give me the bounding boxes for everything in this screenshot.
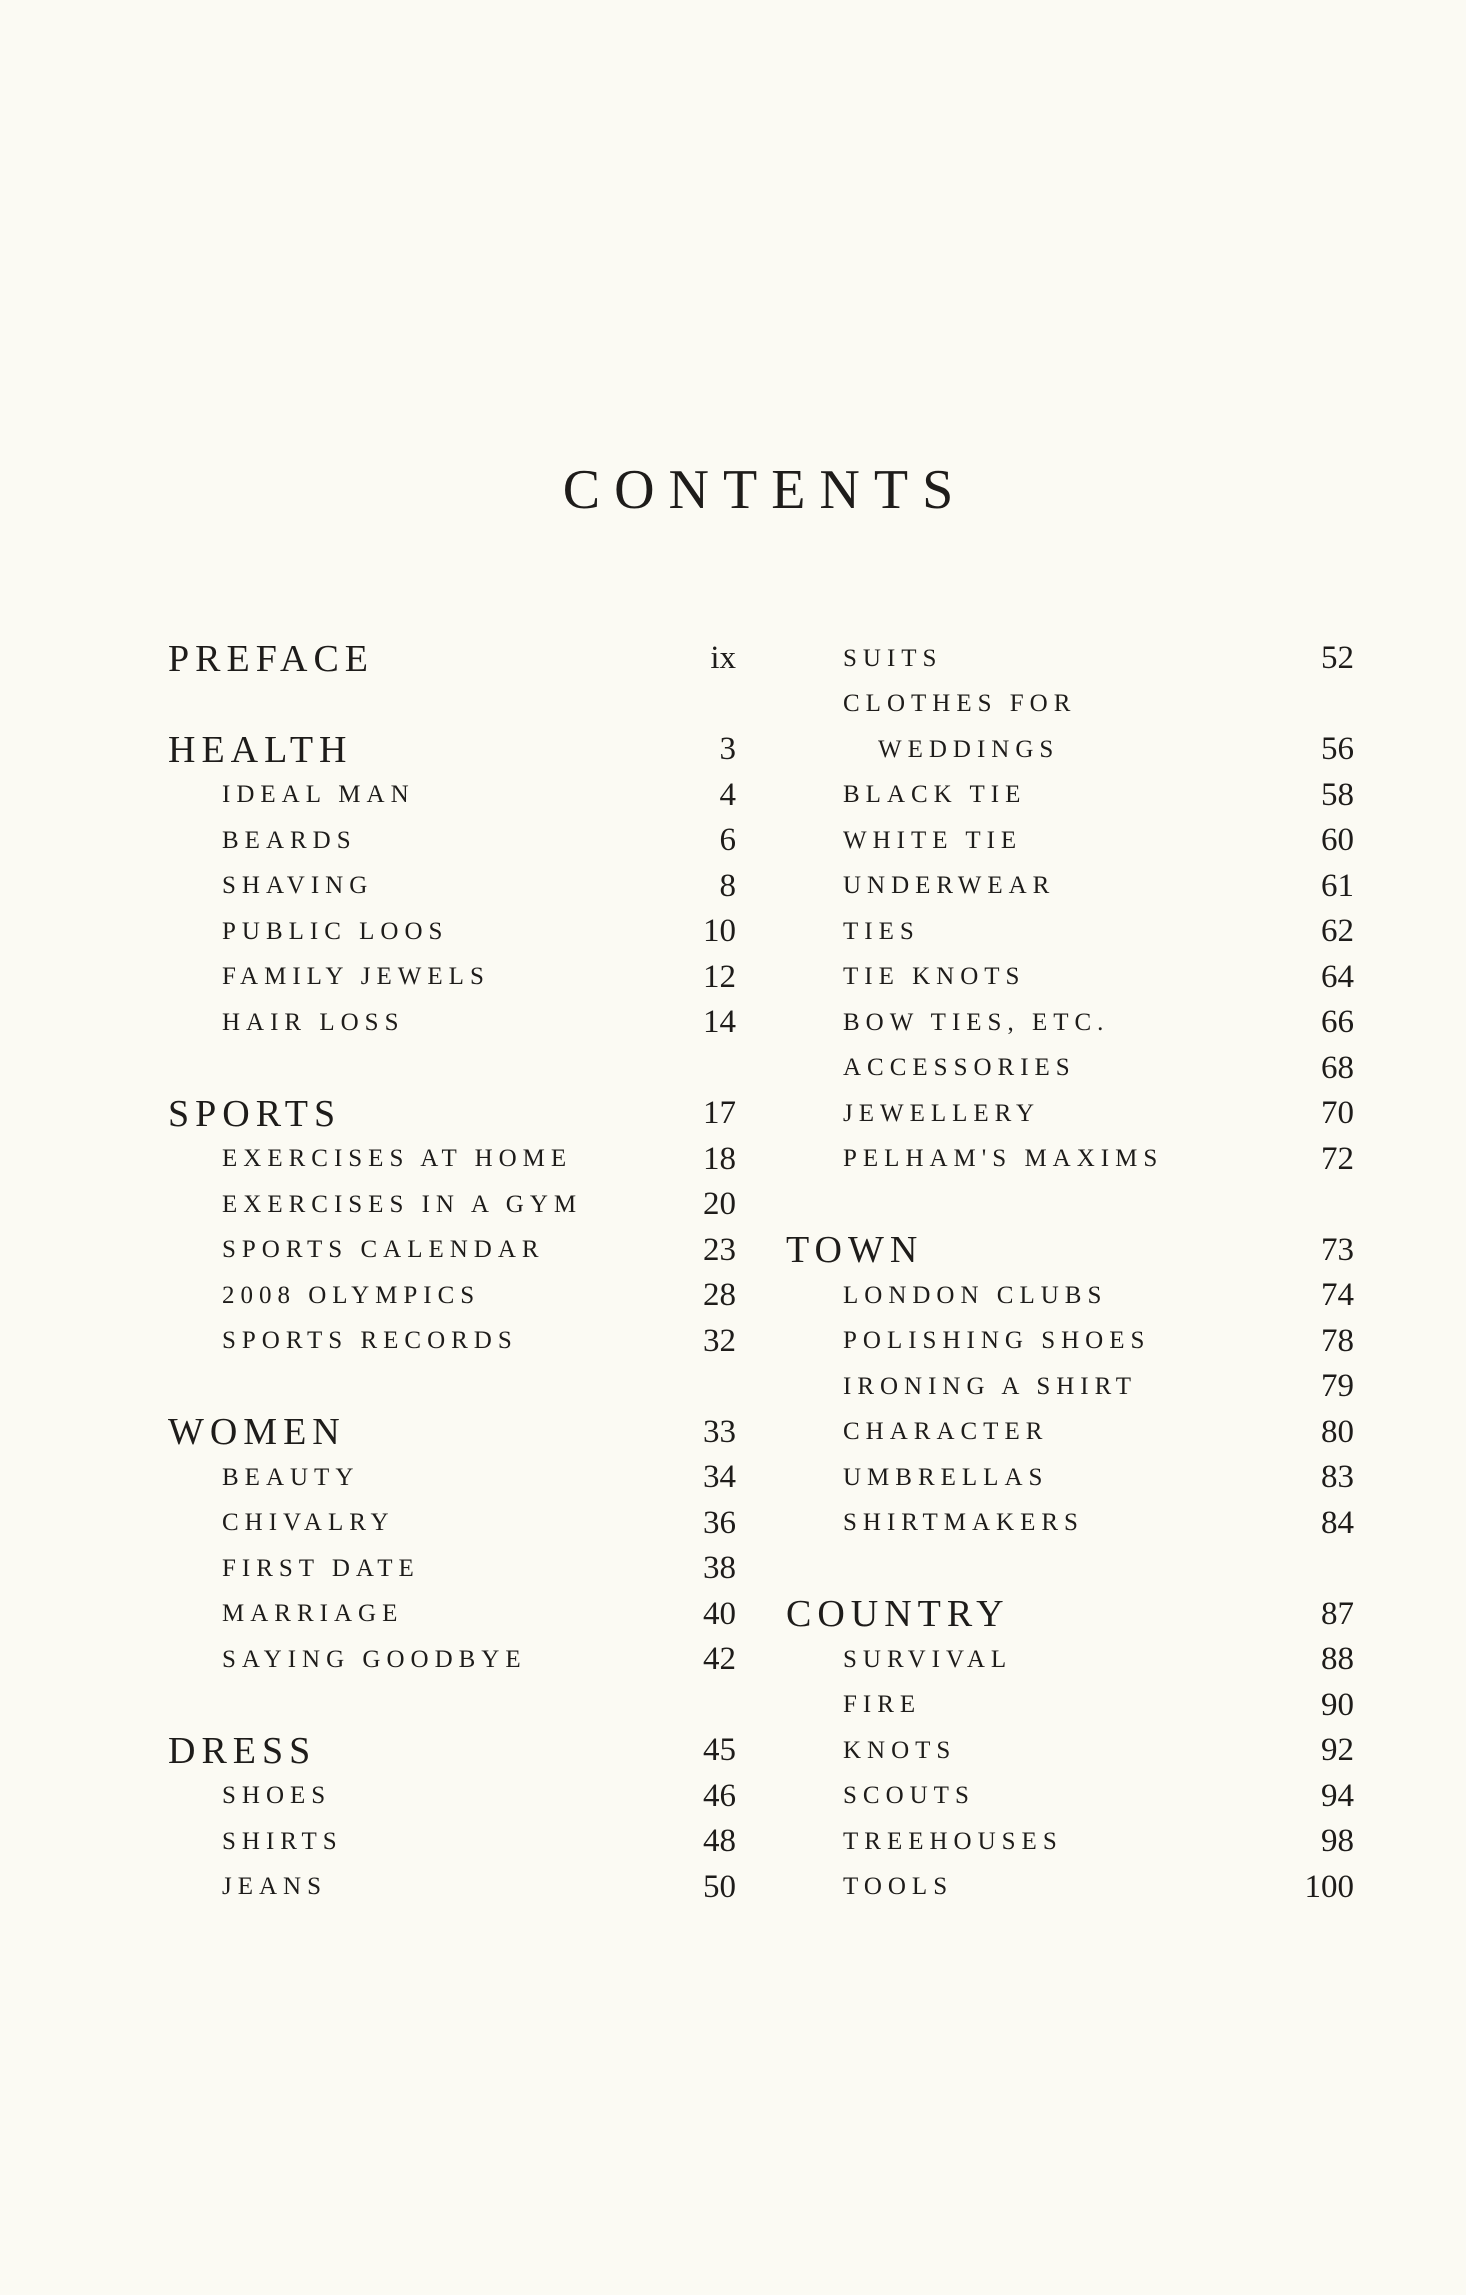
entry-title: SPORTS CALENDAR [222,1236,545,1264]
contents-entry[interactable] [786,909,1354,955]
contents-entry[interactable] [168,1546,736,1592]
contents-entry[interactable] [786,773,1354,819]
page-number: 56 [1321,731,1354,768]
entry-title: COUNTRY [786,1593,1010,1636]
contents-section [168,1410,736,1683]
contents-section [786,636,1354,1182]
page-number: 83 [1321,1459,1354,1496]
page-number: 73 [1321,1231,1354,1268]
contents-entry[interactable] [168,1228,736,1274]
entry-title: HEALTH [168,728,353,771]
entry-title: TIE KNOTS [843,963,1026,991]
entry-title: TOOLS [843,1873,954,1901]
page-number: 58 [1321,776,1354,813]
contents-section [786,1228,1354,1547]
page-number: 66 [1321,1004,1354,1041]
page-number: 20 [703,1186,736,1223]
page-number: 34 [703,1459,736,1496]
page-number: 92 [1321,1732,1354,1769]
page-number: 28 [703,1277,736,1314]
entry-title: EXERCISES IN A GYM [222,1190,583,1218]
page-number: 100 [1304,1868,1354,1905]
contents-entry[interactable] [786,1637,1354,1683]
page-number: 52 [1321,640,1354,677]
contents-entry[interactable] [786,818,1354,864]
page-title: CONTENTS [562,458,968,521]
entry-title: SHIRTS [222,1827,343,1855]
entry-title: UMBRELLAS [843,1463,1049,1491]
page-number: 36 [703,1504,736,1541]
section-heading[interactable] [168,727,736,773]
page-number: 32 [703,1322,736,1359]
page-number: 8 [719,867,736,904]
page-number: 72 [1321,1140,1354,1177]
contents-entry[interactable] [786,1273,1354,1319]
entry-title: PREFACE [168,637,375,680]
contents-entry[interactable] [168,1501,736,1547]
page-number: 23 [703,1231,736,1268]
entry-title: TREEHOUSES [843,1827,1063,1855]
contents-entry[interactable] [168,1182,736,1228]
contents-entry[interactable] [168,955,736,1001]
section-heading[interactable] [786,1228,1354,1274]
contents-entry[interactable] [168,1000,736,1046]
contents-entry[interactable] [786,1501,1354,1547]
contents-entry[interactable] [168,773,736,819]
entry-title: WEDDINGS [878,735,1060,763]
entry-title: IDEAL MAN [222,781,415,809]
contents-entry[interactable] [786,636,1354,682]
entry-title: POLISHING SHOES [843,1327,1151,1355]
entry-title: ACCESSORIES [843,1054,1076,1082]
entry-title: WHITE TIE [843,826,1023,854]
page-number: 4 [719,776,736,813]
page-number: 68 [1321,1049,1354,1086]
contents-entry[interactable] [786,1091,1354,1137]
contents-entry[interactable] [786,682,1354,728]
page-number: 70 [1321,1095,1354,1132]
entry-title: WOMEN [168,1411,346,1454]
page-number: 14 [703,1004,736,1041]
contents-entry[interactable] [786,1410,1354,1456]
entry-title: LONDON CLUBS [843,1281,1108,1309]
page-number: 10 [703,913,736,950]
contents-section [168,1728,736,1910]
entry-title: BLACK TIE [843,781,1027,809]
section-heading[interactable] [168,1410,736,1456]
entry-title: PUBLIC LOOS [222,917,449,945]
entry-title: DRESS [168,1729,317,1772]
section-heading[interactable] [168,1091,736,1137]
contents-entry[interactable] [786,1819,1354,1865]
contents-entry[interactable] [168,1319,736,1365]
entry-title: UNDERWEAR [843,872,1056,900]
contents-entry[interactable] [168,1137,736,1183]
entry-title: PELHAM'S MAXIMS [843,1145,1164,1173]
contents-entry[interactable] [168,1819,736,1865]
entry-title: CLOTHES FOR [843,690,1077,718]
entry-title: SHAVING [222,872,374,900]
page-number: 45 [703,1732,736,1769]
entry-title: FAMILY JEWELS [222,963,490,991]
contents-entry[interactable] [168,818,736,864]
contents-entry[interactable] [168,1273,736,1319]
entry-title: CHIVALRY [222,1509,395,1537]
entry-title: JEANS [222,1873,328,1901]
page-number: 74 [1321,1277,1354,1314]
page-number: 80 [1321,1413,1354,1450]
page-number: 40 [703,1595,736,1632]
contents-entry[interactable] [168,1455,736,1501]
contents-entry[interactable] [168,1774,736,1820]
contents-entry[interactable] [168,1592,736,1638]
contents-entry[interactable] [786,1865,1354,1911]
contents-entry[interactable] [786,1319,1354,1365]
page-number: 17 [703,1095,736,1132]
entry-title: SCOUTS [843,1782,975,1810]
page-number: 46 [703,1777,736,1814]
entry-title: EXERCISES AT HOME [222,1145,573,1173]
page-number: 62 [1321,913,1354,950]
entry-title: KNOTS [843,1736,957,1764]
contents-entry[interactable] [168,909,736,955]
contents-entry[interactable] [786,1455,1354,1501]
page-number: 94 [1321,1777,1354,1814]
entry-title: 2008 OLYMPICS [222,1281,481,1309]
contents-entry[interactable] [786,1683,1354,1729]
contents-entry[interactable] [786,1364,1354,1410]
page-number: 50 [703,1868,736,1905]
page-number: 64 [1321,958,1354,995]
page-number: 87 [1321,1595,1354,1632]
page-number: 6 [719,822,736,859]
contents-section [168,727,736,1046]
page-number: 61 [1321,867,1354,904]
contents-section [168,1091,736,1364]
contents-left-column [168,636,736,1956]
contents-entry[interactable] [786,1046,1354,1092]
entry-title: BEARDS [222,826,357,854]
entry-title: BEAUTY [222,1463,360,1491]
page-number: 12 [703,958,736,995]
entry-title: TOWN [786,1229,924,1272]
page-number: 33 [703,1413,736,1450]
entry-title: MARRIAGE [222,1600,404,1628]
contents-entry[interactable] [786,1000,1354,1046]
page-number: 38 [703,1550,736,1587]
section-heading[interactable] [168,1728,736,1774]
contents-entry[interactable] [786,1774,1354,1820]
entry-title: BOW TIES, ETC. [843,1008,1110,1036]
page-number: 79 [1321,1368,1354,1405]
page-number: 90 [1321,1686,1354,1723]
entry-title: SHOES [222,1782,332,1810]
entry-title: SAYING GOODBYE [222,1645,527,1673]
entry-title: SURVIVAL [843,1645,1013,1673]
page-number: 18 [703,1140,736,1177]
contents-entry[interactable] [786,955,1354,1001]
contents-section [786,1592,1354,1911]
contents-entry[interactable] [786,864,1354,910]
contents-entry[interactable] [786,1137,1354,1183]
contents-right-column [786,636,1354,1956]
entry-title: SUITS [843,644,943,672]
entry-title: FIRE [843,1691,922,1719]
contents-entry[interactable] [168,864,736,910]
entry-title: HAIR LOSS [222,1008,405,1036]
page-number: 60 [1321,822,1354,859]
section-heading[interactable] [786,1592,1354,1638]
page-number: 78 [1321,1322,1354,1359]
entry-title: CHARACTER [843,1418,1049,1446]
contents-entry[interactable] [786,1728,1354,1774]
page-number: 98 [1321,1823,1354,1860]
entry-title: TIES [843,917,920,945]
section-heading[interactable] [168,636,736,682]
contents-entry[interactable] [168,1637,736,1683]
entry-title: SPORTS [168,1092,342,1135]
page-number: 88 [1321,1641,1354,1678]
page-number: ix [710,640,736,677]
entry-title: SPORTS RECORDS [222,1327,518,1355]
entry-title: JEWELLERY [843,1099,1041,1127]
page-number: 42 [703,1641,736,1678]
entry-title: SHIRTMAKERS [843,1509,1084,1537]
contents-entry[interactable] [168,1865,736,1911]
entry-title: IRONING A SHIRT [843,1372,1138,1400]
page-number: 3 [719,731,736,768]
page-number: 84 [1321,1504,1354,1541]
page-number: 48 [703,1823,736,1860]
contents-entry[interactable] [786,727,1354,773]
contents-section [168,636,736,682]
entry-title: FIRST DATE [222,1554,420,1582]
